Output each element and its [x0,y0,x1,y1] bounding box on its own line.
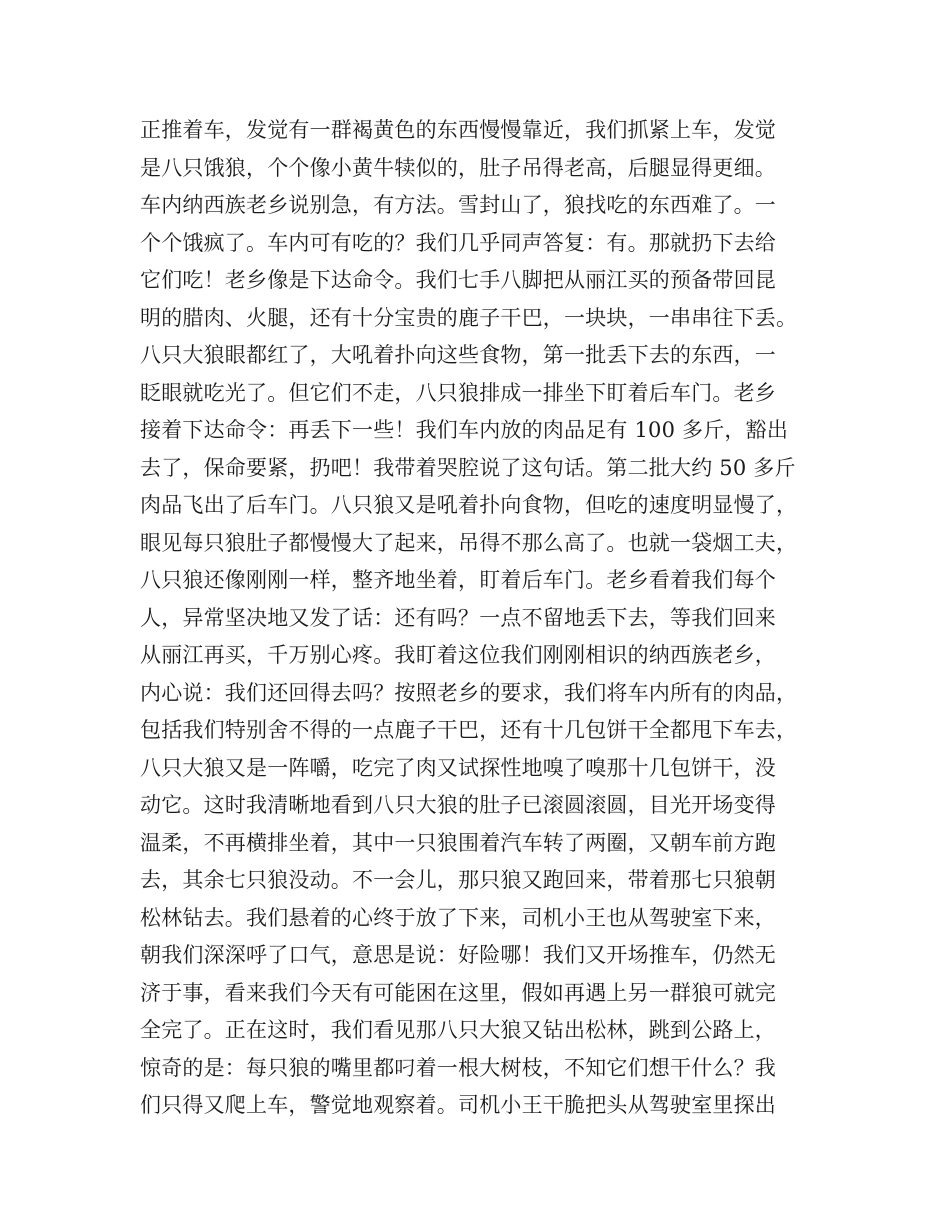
text-line: 眼见每只狼肚子都慢慢大了起来，吊得不那么高了。也就一袋烟工夫， [140,530,798,555]
text-line: 八只大狼又是一阵嚼，吃完了肉又试探性地嗅了嗅那十几包饼干，没 [140,755,776,780]
text-line: 内心说：我们还回得去吗？按照老乡的要求，我们将车内所有的肉品， [140,680,798,705]
body-text [140,112,840,1125]
text-line: 肉品飞出了后车门。八只狼又是吼着扑向食物，但吃的速度明显慢了， [140,493,798,517]
text-line: 正推着车，发觉有一群褐黄色的东西慢慢靠近，我们抓紧上车，发觉 [140,118,776,142]
text-line: 朝我们深深呼了口气，意思是说：好险哪！我们又开场推车，仍然无 [140,943,776,967]
text-line: 车内纳西族老乡说别急，有方法。雪封山了，狼找吃的东西难了。一 [140,193,776,217]
text-line: 八只狼还像刚刚一样，整齐地坐着，盯着后车门。老乡看着我们每个 [140,568,776,592]
text-line: 眨眼就吃光了。但它们不走，八只狼排成一排坐下盯着后车门。老乡 [140,380,776,405]
text-line: 明的腊肉、火腿，还有十分宝贵的鹿子干巴，一块块，一串串往下丢。 [140,305,798,330]
text-line: 它们吃！老乡像是下达命令。我们七手八脚把从丽江买的预备带回昆 [140,268,776,292]
text-line: 人，异常坚决地又发了话：还有吗？一点不留地丢下去，等我们回来 [140,605,776,630]
text-line: 惊奇的是：每只狼的嘴里都叼着一根大树枝，不知它们想干什么？我 [140,1055,776,1080]
text-line: 包括我们特别舍不得的一点鹿子干巴，还有十几包饼干全都甩下车去， [140,718,798,742]
text-line: 接着下达命令：再丢下一些！我们车内放的肉品足有 100 多斤，豁出 [140,418,789,442]
text-line: 动它。这时我清晰地看到八只大狼的肚子已滚圆滚圆，目光开场变得 [140,793,776,817]
text-line: 温柔，不再横排坐着，其中一只狼围着汽车转了两圈，又朝车前方跑 [140,830,776,855]
text-line: 全完了。正在这时，我们看见那八只大狼又钻出松林，跳到公路上， [140,1018,776,1042]
text-line: 松林钻去。我们悬着的心终于放了下来，司机小王也从驾驶室下来， [140,905,776,930]
text-line: 们只得又爬上车，警觉地观察着。司机小王干脆把头从驾驶室里探出 [140,1093,776,1117]
text-line: 个个饿疯了。车内可有吃的？我们几乎同声答复：有。那就扔下去给 [140,230,776,255]
text-line: 八只大狼眼都红了，大吼着扑向这些食物，第一批丢下去的东西，一 [140,343,776,367]
text-line: 从丽江再买，千万别心疼。我盯着这位我们刚刚相识的纳西族老乡， [140,643,776,667]
text-line: 是八只饿狼，个个像小黄牛犊似的，肚子吊得老高，后腿显得更细。 [140,155,776,180]
text-line: 去，其余七只狼没动。不一会儿，那只狼又跑回来，带着那七只狼朝 [140,868,776,892]
text-line: 去了，保命要紧，扔吧！我带着哭腔说了这句话。第二批大约 50 多斤 [140,455,796,480]
text-line: 济于事，看来我们今天有可能困在这里，假如再遇上另一群狼可就完 [140,980,776,1005]
